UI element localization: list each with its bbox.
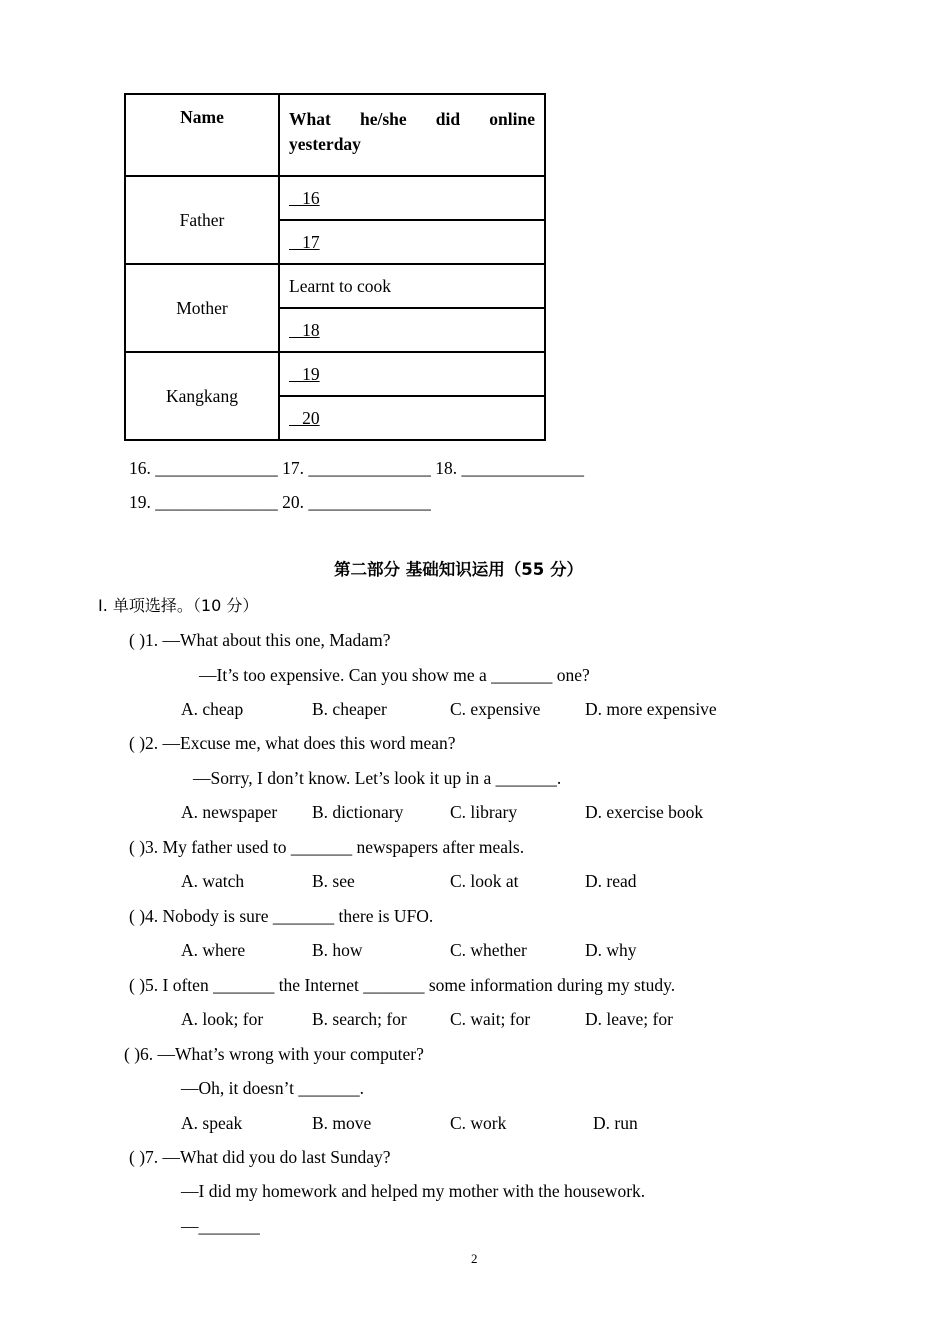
- blank-18: 18: [289, 319, 320, 340]
- blank-19: 19: [289, 363, 320, 384]
- q6-stem: ( )6. —What’s wrong with your computer?: [124, 1044, 424, 1064]
- activity-table: [124, 93, 546, 441]
- q7-line2: —I did my homework and helped my mother with the housework.: [181, 1181, 646, 1201]
- answer-line-1: 16. ______________ 17. ______________ 18. ______________: [129, 458, 584, 478]
- q7-stem: ( )7. —What did you do last Sunday?: [129, 1147, 391, 1167]
- q1-option-d: D. more expensive: [585, 699, 717, 719]
- q4-option-c: C. whether: [450, 940, 527, 960]
- q1-stem: ( )1. —What about this one, Madam?: [129, 630, 391, 650]
- row-name-mother: Mother: [125, 264, 279, 352]
- q6-option-d: D. run: [593, 1113, 638, 1133]
- q2-option-c: C. library: [450, 802, 518, 822]
- blank-20: 20: [289, 407, 320, 428]
- q7-line3: —_______: [181, 1216, 260, 1236]
- q4-stem: ( )4. Nobody is sure _______ there is UFO.: [129, 906, 434, 926]
- q5-option-b: B. search; for: [312, 1009, 407, 1029]
- q6-option-b: B. move: [312, 1113, 372, 1133]
- q3-option-a: A. watch: [181, 871, 245, 891]
- q5-option-c: C. wait; for: [450, 1009, 531, 1029]
- q1-option-a: A. cheap: [181, 699, 244, 719]
- q4-option-b: B. how: [312, 940, 363, 960]
- q5-option-d: D. leave; for: [585, 1009, 673, 1029]
- mother-activity: Learnt to cook: [279, 264, 545, 308]
- q3-option-c: C. look at: [450, 871, 519, 891]
- q1-option-b: B. cheaper: [312, 699, 387, 719]
- q2-stem: ( )2. —Excuse me, what does this word mean?: [129, 733, 456, 753]
- q5-stem: ( )5. I often _______ the Internet _______ some information during my study.: [129, 975, 676, 995]
- header-name: Name: [125, 94, 279, 176]
- answer-line-2: 19. ______________ 20. ______________: [129, 492, 431, 512]
- q4-option-d: D. why: [585, 940, 637, 960]
- header-activity: [279, 94, 545, 176]
- section1-title: Ⅰ. 单项选择。（10 分）: [98, 596, 259, 615]
- page-number: 2: [471, 1251, 478, 1266]
- q2-option-d: D. exercise book: [585, 802, 704, 822]
- q6-option-c: C. work: [450, 1113, 507, 1133]
- blank-17: 17: [289, 231, 320, 252]
- q1-option-c: C. expensive: [450, 699, 541, 719]
- row-name-kangkang: Kangkang: [125, 352, 279, 440]
- q1-line2: —It’s too expensive. Can you show me a _______ one?: [199, 665, 590, 685]
- q4-option-a: A. where: [181, 940, 246, 960]
- q2-line2: —Sorry, I don’t know. Let’s look it up in a _______.: [193, 768, 562, 788]
- q2-option-b: B. dictionary: [312, 802, 404, 822]
- blank-16: 16: [289, 187, 320, 208]
- q5-option-a: A. look; for: [181, 1009, 264, 1029]
- q3-option-b: B. see: [312, 871, 355, 891]
- q2-option-a: A. newspaper: [181, 802, 278, 822]
- q3-stem: ( )3. My father used to _______ newspapers after meals.: [129, 837, 525, 857]
- q6-option-a: A. speak: [181, 1113, 243, 1133]
- q6-line2: —Oh, it doesn’t _______.: [181, 1078, 364, 1098]
- q3-option-d: D. read: [585, 871, 637, 891]
- row-name-father: Father: [125, 176, 279, 264]
- part2-title: 第二部分 基础知识运用（55 分）: [334, 560, 583, 579]
- header-activity-line1: What he/she did online: [289, 109, 535, 129]
- header-activity-line2: yesterday: [289, 134, 361, 154]
